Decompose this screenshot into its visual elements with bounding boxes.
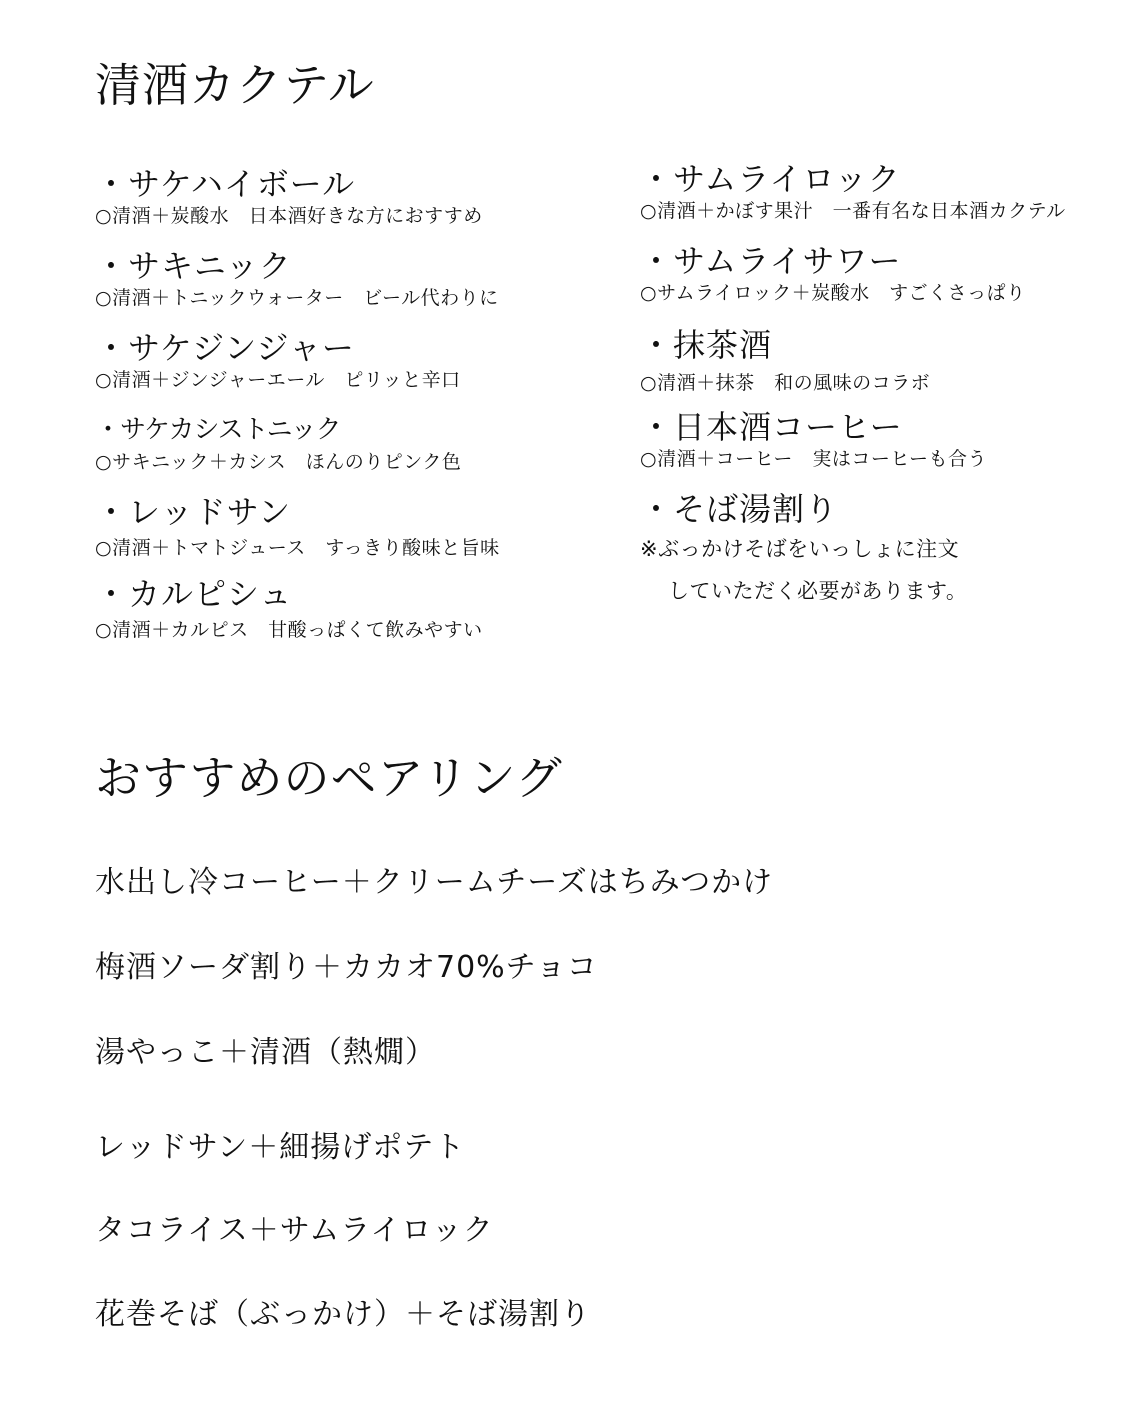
pairing-item: 水出し冷コーヒー＋クリームチーズはちみつかけ xyxy=(95,865,774,900)
cocktail-item-red-sun xyxy=(95,493,500,561)
order-note-line-1: ※ぶっかけそばをいっしょに注文 xyxy=(640,537,960,561)
cocktail-description: ○清酒＋炭酸水 日本酒好きな方におすすめ xyxy=(95,205,483,227)
cocktail-description: ○清酒＋抹茶 和の風味のコラボ xyxy=(640,372,931,394)
cocktail-name: ・日本酒コーヒー xyxy=(640,408,903,446)
cocktail-item-samurai-sour xyxy=(640,242,1026,306)
pairing-item: レッドサン＋細揚げポテト xyxy=(95,1130,466,1165)
cocktail-name: ・サムライサワー xyxy=(640,242,902,280)
cocktail-name: ・そば湯割り xyxy=(640,490,839,528)
cocktail-description: ○清酒＋ジンジャーエール ピリッと辛口 xyxy=(95,369,461,391)
cocktail-name: ・レッドサン xyxy=(95,493,292,531)
cocktail-description: ○清酒＋カルピス 甘酸っぱくて飲みやすい xyxy=(95,619,483,641)
pairing-item: 湯やっこ＋清酒（熱燗） xyxy=(95,1035,436,1070)
cocktail-description: ○清酒＋かぼす果汁 一番有名な日本酒カクテル xyxy=(640,200,1066,222)
cocktail-name: ・カルピシュ xyxy=(95,575,293,613)
cocktail-name: ・抹茶酒 xyxy=(640,326,773,364)
cocktail-item-matcha-sake xyxy=(640,326,930,396)
cocktail-item-sakinic xyxy=(95,247,499,311)
cocktail-description: ○清酒＋トマトジュース すっきり酸味と旨味 xyxy=(95,537,500,559)
pairing-item: 梅酒ソーダ割り＋カカオ70%チョコ xyxy=(95,950,598,985)
cocktail-description: ○サキニック＋カシス ほんのりピンク色 xyxy=(95,451,462,473)
cocktail-name: ・サケハイボール xyxy=(95,165,356,203)
cocktail-item-calpish xyxy=(95,575,483,643)
cocktail-name: ・サケカシストニック xyxy=(95,415,341,445)
cocktail-name: ・サキニック xyxy=(95,247,292,285)
pairing-item: 花巻そば（ぶっかけ）＋そば湯割り xyxy=(95,1297,591,1332)
cocktail-description: ○清酒＋トニックウォーター ビール代わりに xyxy=(95,287,499,309)
cocktail-item-sake-ginger xyxy=(95,329,461,393)
cocktail-section-title: 清酒カクテル xyxy=(95,58,375,112)
cocktail-item-soba-yuwari xyxy=(640,490,967,606)
order-note-line-2: していただく必要があります。 xyxy=(668,579,968,603)
pairing-section-title: おすすめのペアリング xyxy=(95,751,563,805)
cocktail-item-samurai-rock xyxy=(640,160,1066,224)
cocktail-item-sake-highball xyxy=(95,165,483,229)
cocktail-item-sake-cassis-tonic xyxy=(95,411,461,475)
cocktail-description: ○サムライロック＋炭酸水 すごくさっぱり xyxy=(640,282,1026,304)
cocktail-description: ○清酒＋コーヒー 実はコーヒーも合う xyxy=(640,448,988,470)
cocktail-item-sake-coffee xyxy=(640,408,987,472)
pairing-item: タコライス＋サムライロック xyxy=(95,1213,494,1248)
cocktail-name: ・サケジンジャー xyxy=(95,329,355,367)
cocktail-name: ・サムライロック xyxy=(640,160,901,198)
